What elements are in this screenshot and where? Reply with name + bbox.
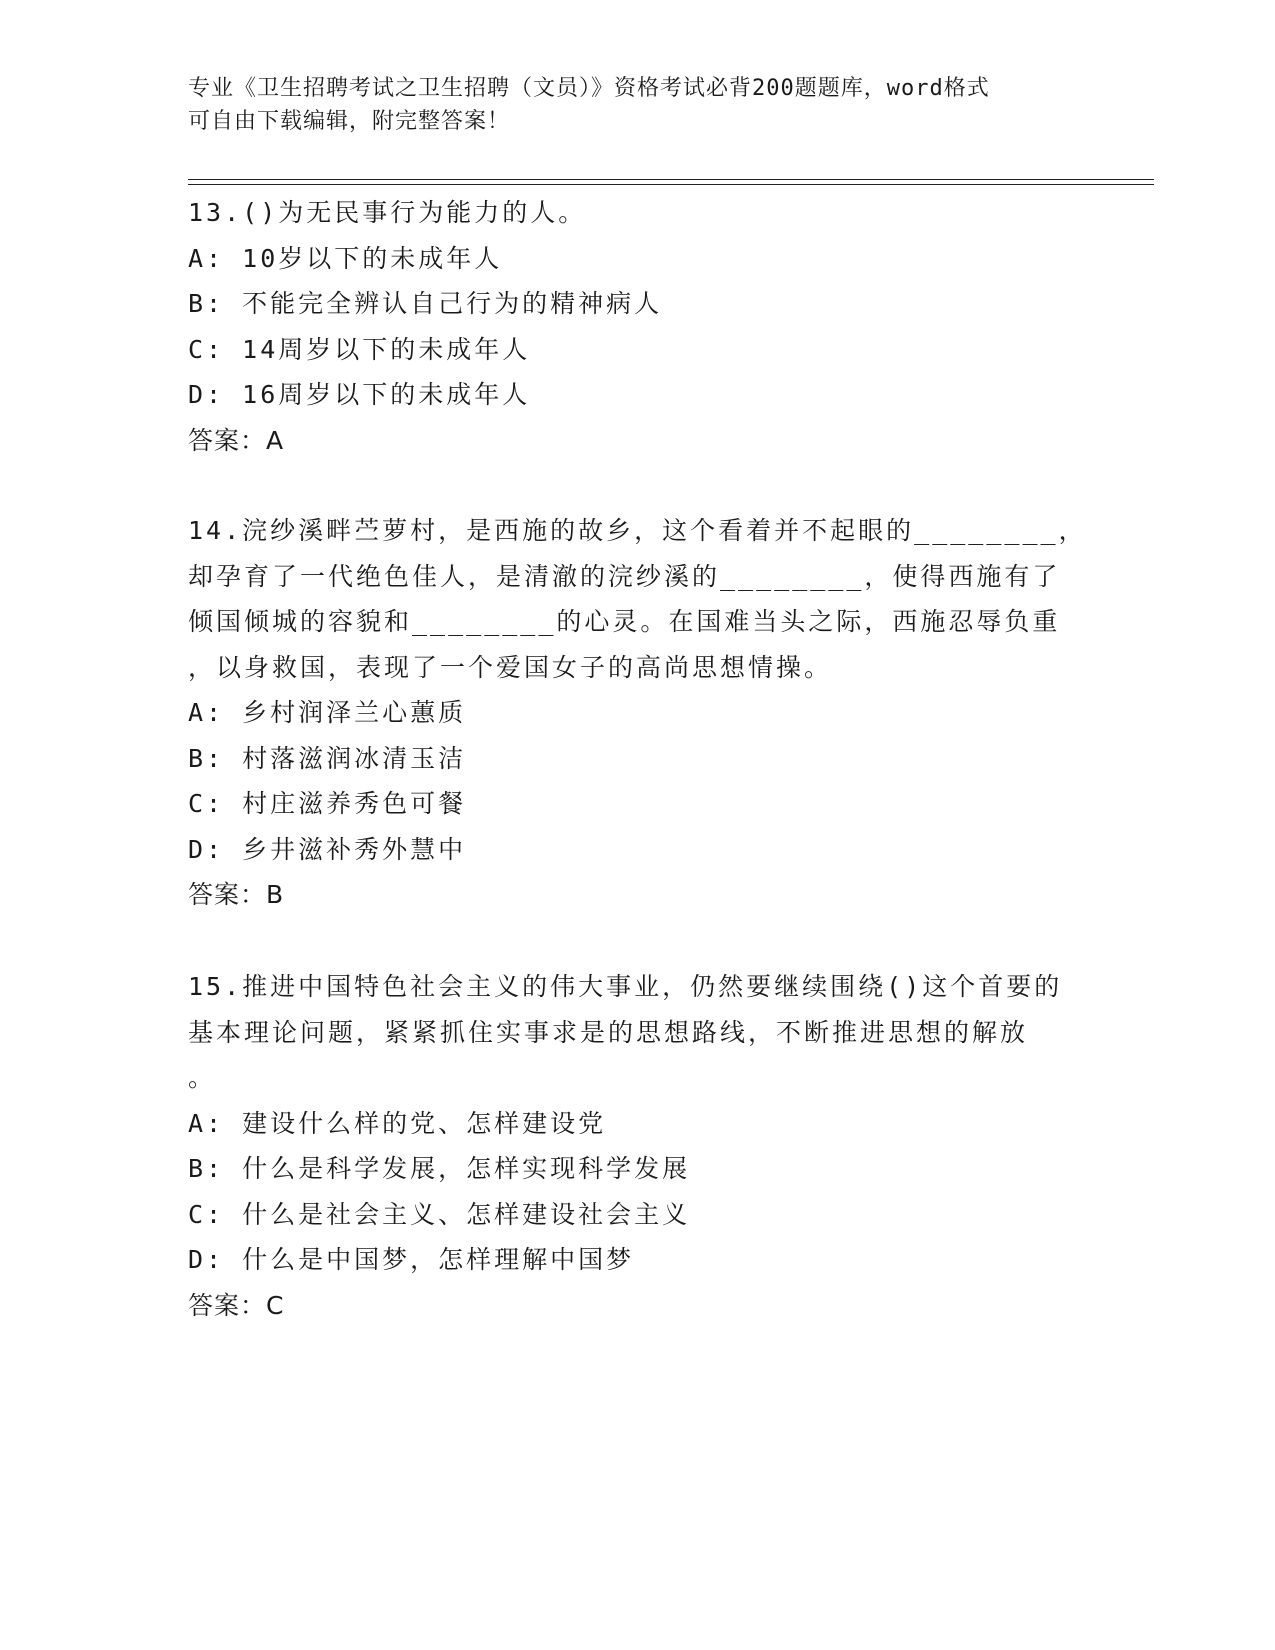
option-d: D: 16周岁以下的未成年人 [188,380,531,409]
option-c: C: 村庄滋养秀色可餐 [188,789,467,818]
question-stem: 13.()为无民事行为能力的人。 [188,198,587,227]
question-13 [188,190,1088,463]
header-divider-top [188,179,1154,180]
question-stem: 却孕育了一代绝色佳人，是清澈的浣纱溪的________，使得西施有了 [188,561,1061,591]
option-c: C: 什么是社会主义、怎样建设社会主义 [188,1199,691,1229]
question-stem: ，以身救国，表现了一个爱国女子的高尚思想情操。 [188,652,833,682]
option-b: B: 不能完全辨认自己行为的精神病人 [188,289,663,318]
option-a: A: 乡村润泽兰心蕙质 [188,698,467,727]
option-d: D: 乡井滋补秀外慧中 [188,834,467,864]
header-line-2: 可自由下载编辑，附完整答案！ [188,109,511,134]
question-stem: 倾国倾城的容貌和________的心灵。在国难当头之际，西施忍辱负重 [188,607,1061,636]
answer: 答案：B [188,880,285,909]
option-b: B: 村落滋润冰清玉洁 [188,743,467,773]
question-stem: 基本理论问题，紧紧抓住实事求是的思想路线，不断推进思想的解放 [188,1017,1029,1047]
question-stem: 。 [188,1063,217,1092]
option-a: A: 10岁以下的未成年人 [188,243,503,273]
question-14 [188,508,1088,918]
option-c: C: 14周岁以下的未成年人 [188,334,531,364]
option-d: D: 什么是中国梦，怎样理解中国梦 [188,1245,635,1274]
header-line-1: 专业《卫生招聘考试之卫生招聘（文员）》资格考试必背200题题库，word格式 [188,76,990,101]
option-a: A: 建设什么样的党、怎样建设党 [188,1108,607,1138]
document-header [188,72,1078,138]
question-15 [188,964,1088,1328]
question-stem: 15.推进中国特色社会主义的伟大事业，仍然要继续围绕()这个首要的 [188,972,1063,1001]
option-b: B: 什么是科学发展，怎样实现科学发展 [188,1154,691,1183]
question-stem: 14.浣纱溪畔苎萝村，是西施的故乡，这个看着并不起眼的________， [188,516,1087,545]
answer: 答案：C [188,1290,285,1320]
header-divider-bottom [188,184,1154,185]
answer: 答案：A [188,425,285,455]
